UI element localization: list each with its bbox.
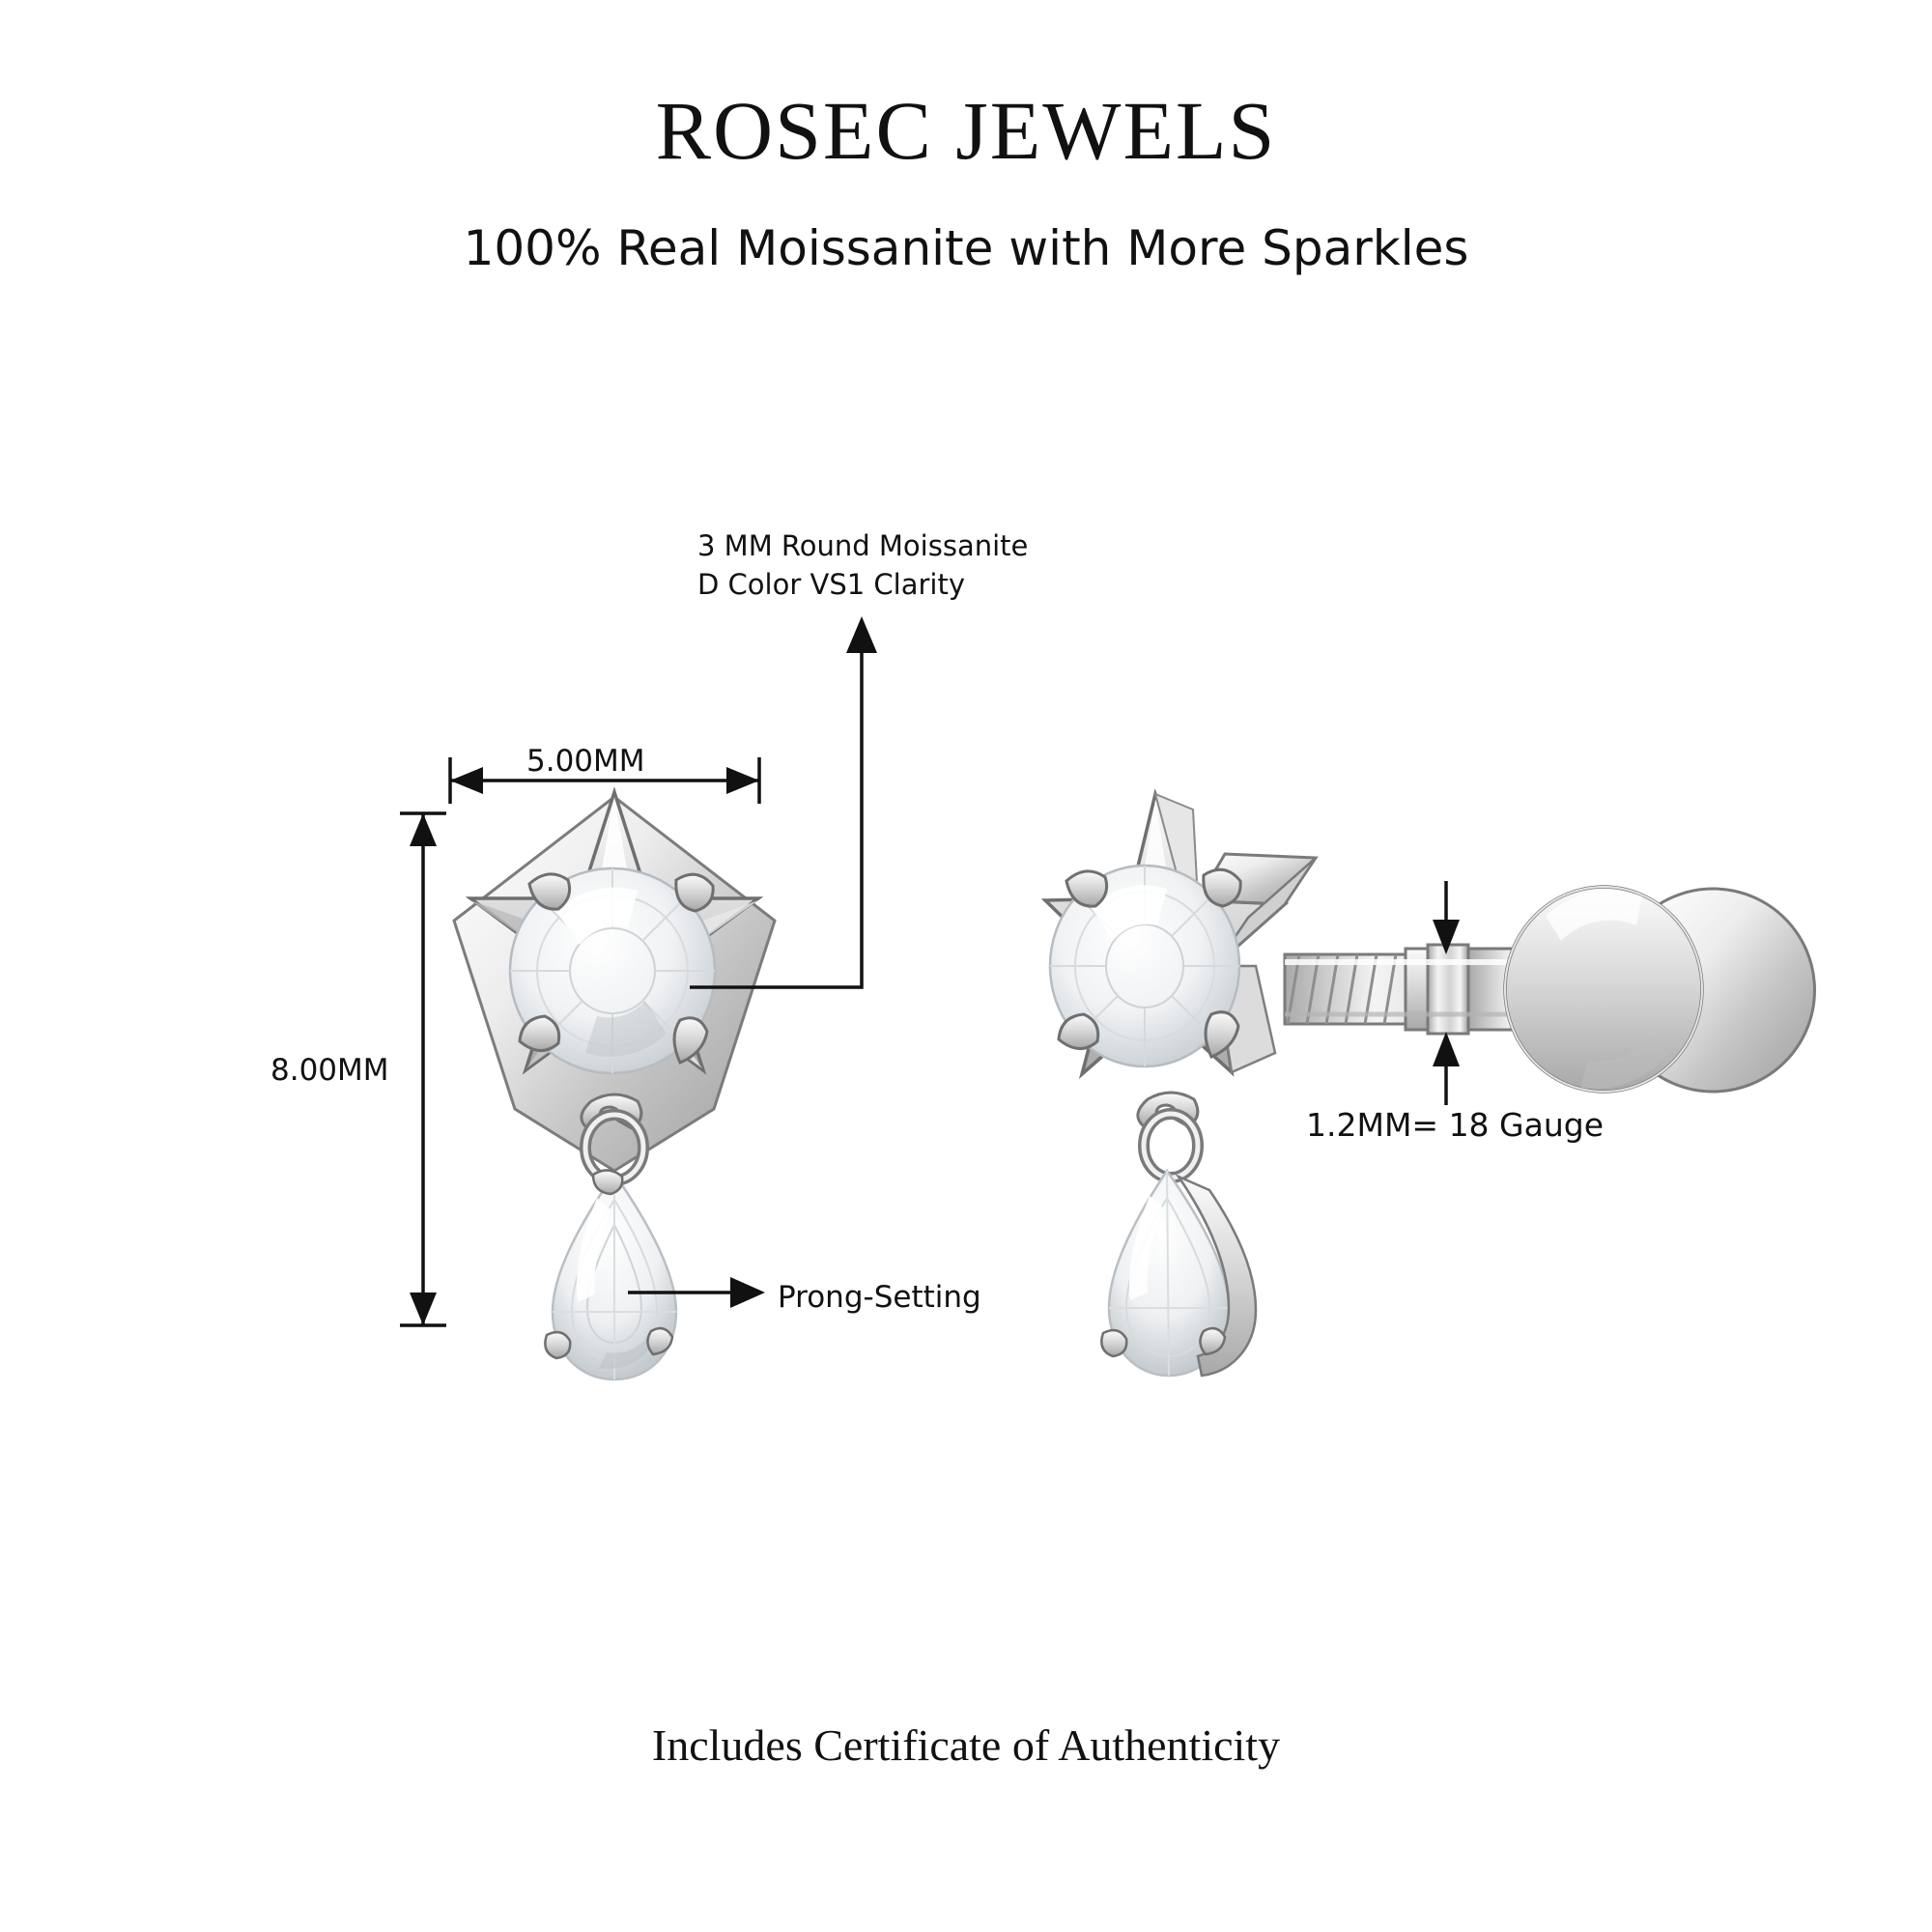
width-label: 5.00MM bbox=[526, 744, 645, 779]
pear-drop-side bbox=[1101, 1171, 1256, 1376]
stone-spec-line1: 3 MM Round Moissanite bbox=[697, 529, 1029, 562]
stone-spec-label bbox=[697, 526, 1028, 604]
flat-back-disc bbox=[1505, 887, 1814, 1092]
stone-spec-line2: D Color VS1 Clarity bbox=[697, 568, 965, 601]
prong-setting-label: Prong-Setting bbox=[778, 1280, 981, 1315]
pear-drop bbox=[545, 1170, 676, 1379]
page-title: ROSEC JEWELS bbox=[655, 84, 1277, 177]
certificate-note: Includes Certificate of Authenticity bbox=[651, 1720, 1281, 1770]
jump-ring-side bbox=[1138, 1093, 1198, 1178]
page-subtitle: 100% Real Moissanite with More Sparkles bbox=[463, 220, 1469, 276]
height-label: 8.00MM bbox=[270, 1053, 389, 1088]
gauge-label: 1.2MM= 18 Gauge bbox=[1306, 1106, 1605, 1144]
star-stud-side-view bbox=[1045, 794, 1814, 1376]
